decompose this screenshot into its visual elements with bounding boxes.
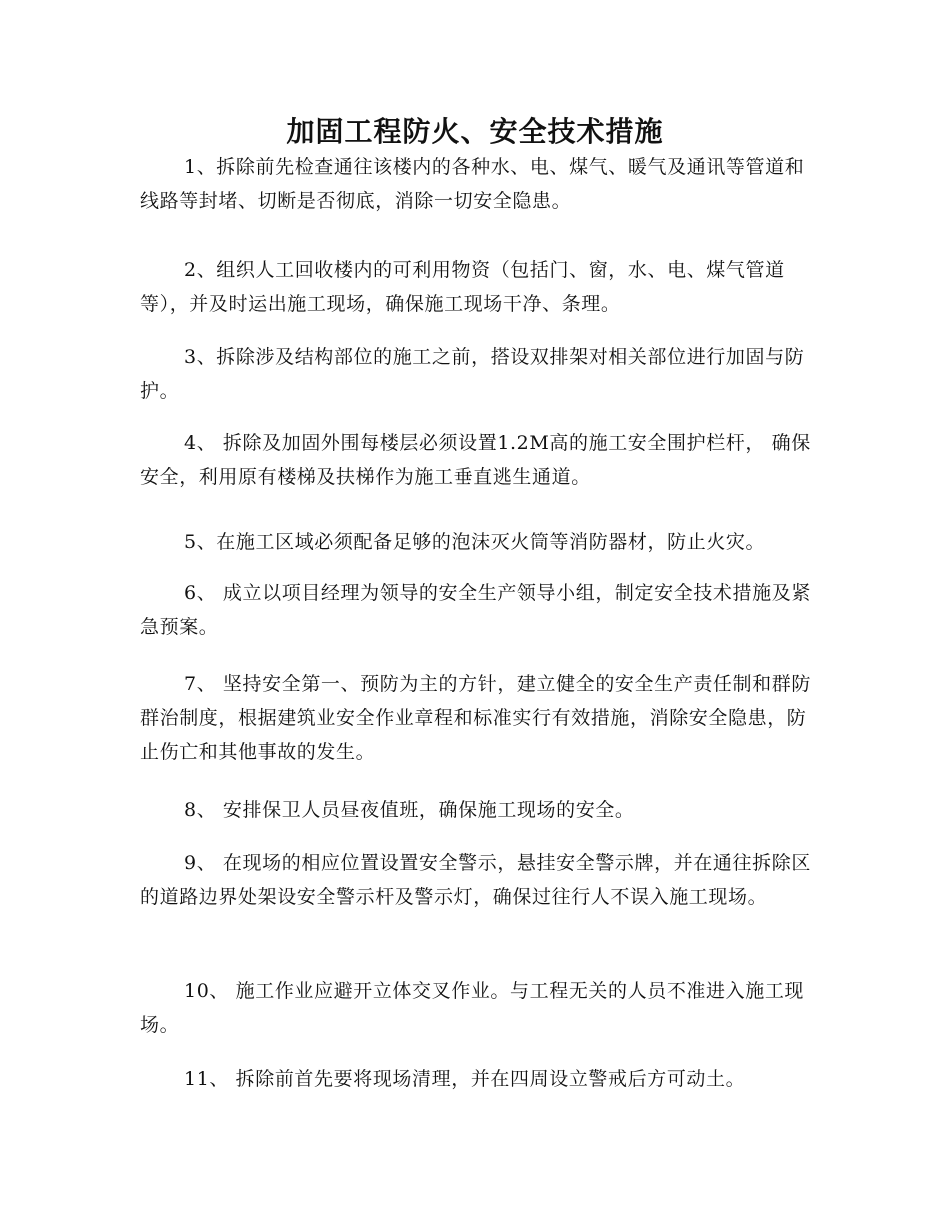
paragraph-9: 9、 在现场的相应位置设置安全警示，悬挂安全警示牌，并在通往拆除区的道路边界处架设安全警示杆及警示灯，确保过往行人不误入施工现场。 — [140, 852, 811, 908]
paragraph-5: 5、在施工区域必须配备足够的泡沫灭火筒等消防器材，防止火灾。 — [184, 531, 766, 553]
paragraph-1: 1、拆除前先检查通往该楼内的各种水、电、煤气、暖气及通讯等管道和线路等封堵、切断是否彻底，消除一切安全隐患。 — [140, 156, 805, 212]
paragraph-2: 2、组织人工回收楼内的可利用物资（包括门、窗，水、电、煤气管道等），并及时运出施工现场，确保施工现场干净、条理。 — [140, 259, 785, 315]
document-title: 加固工程防火、安全技术措施 — [286, 115, 664, 148]
paragraph-7: 7、 坚持安全第一、预防为主的方针，建立健全的安全生产责任制和群防群治制度，根据建筑业安全作业章程和标准实行有效措施，消除安全隐患，防止伤亡和其他事故的发生。 — [140, 673, 811, 763]
paragraph-11: 11、 拆除前首先要将现场清理，并在四周设立警戒后方可动土。 — [184, 1068, 746, 1090]
paragraph-10: 10、 施工作业应避开立体交叉作业。与工程无关的人员不准进入施工现场。 — [140, 980, 805, 1036]
paragraph-3: 3、拆除涉及结构部位的施工之前，搭设双排架对相关部位进行加固与防护。 — [140, 346, 805, 402]
paragraph-6: 6、 成立以项目经理为领导的安全生产领导小组，制定安全技术措施及紧急预案。 — [140, 582, 811, 638]
paragraph-8: 8、 安排保卫人员昼夜值班，确保施工现场的安全。 — [184, 799, 635, 821]
paragraph-4: 4、 拆除及加固外围每楼层必须设置1.2M高的施工安全围护栏杆， 确保安全，利用原有楼梯及扶梯作为施工垂直逃生通道。 — [140, 432, 811, 488]
